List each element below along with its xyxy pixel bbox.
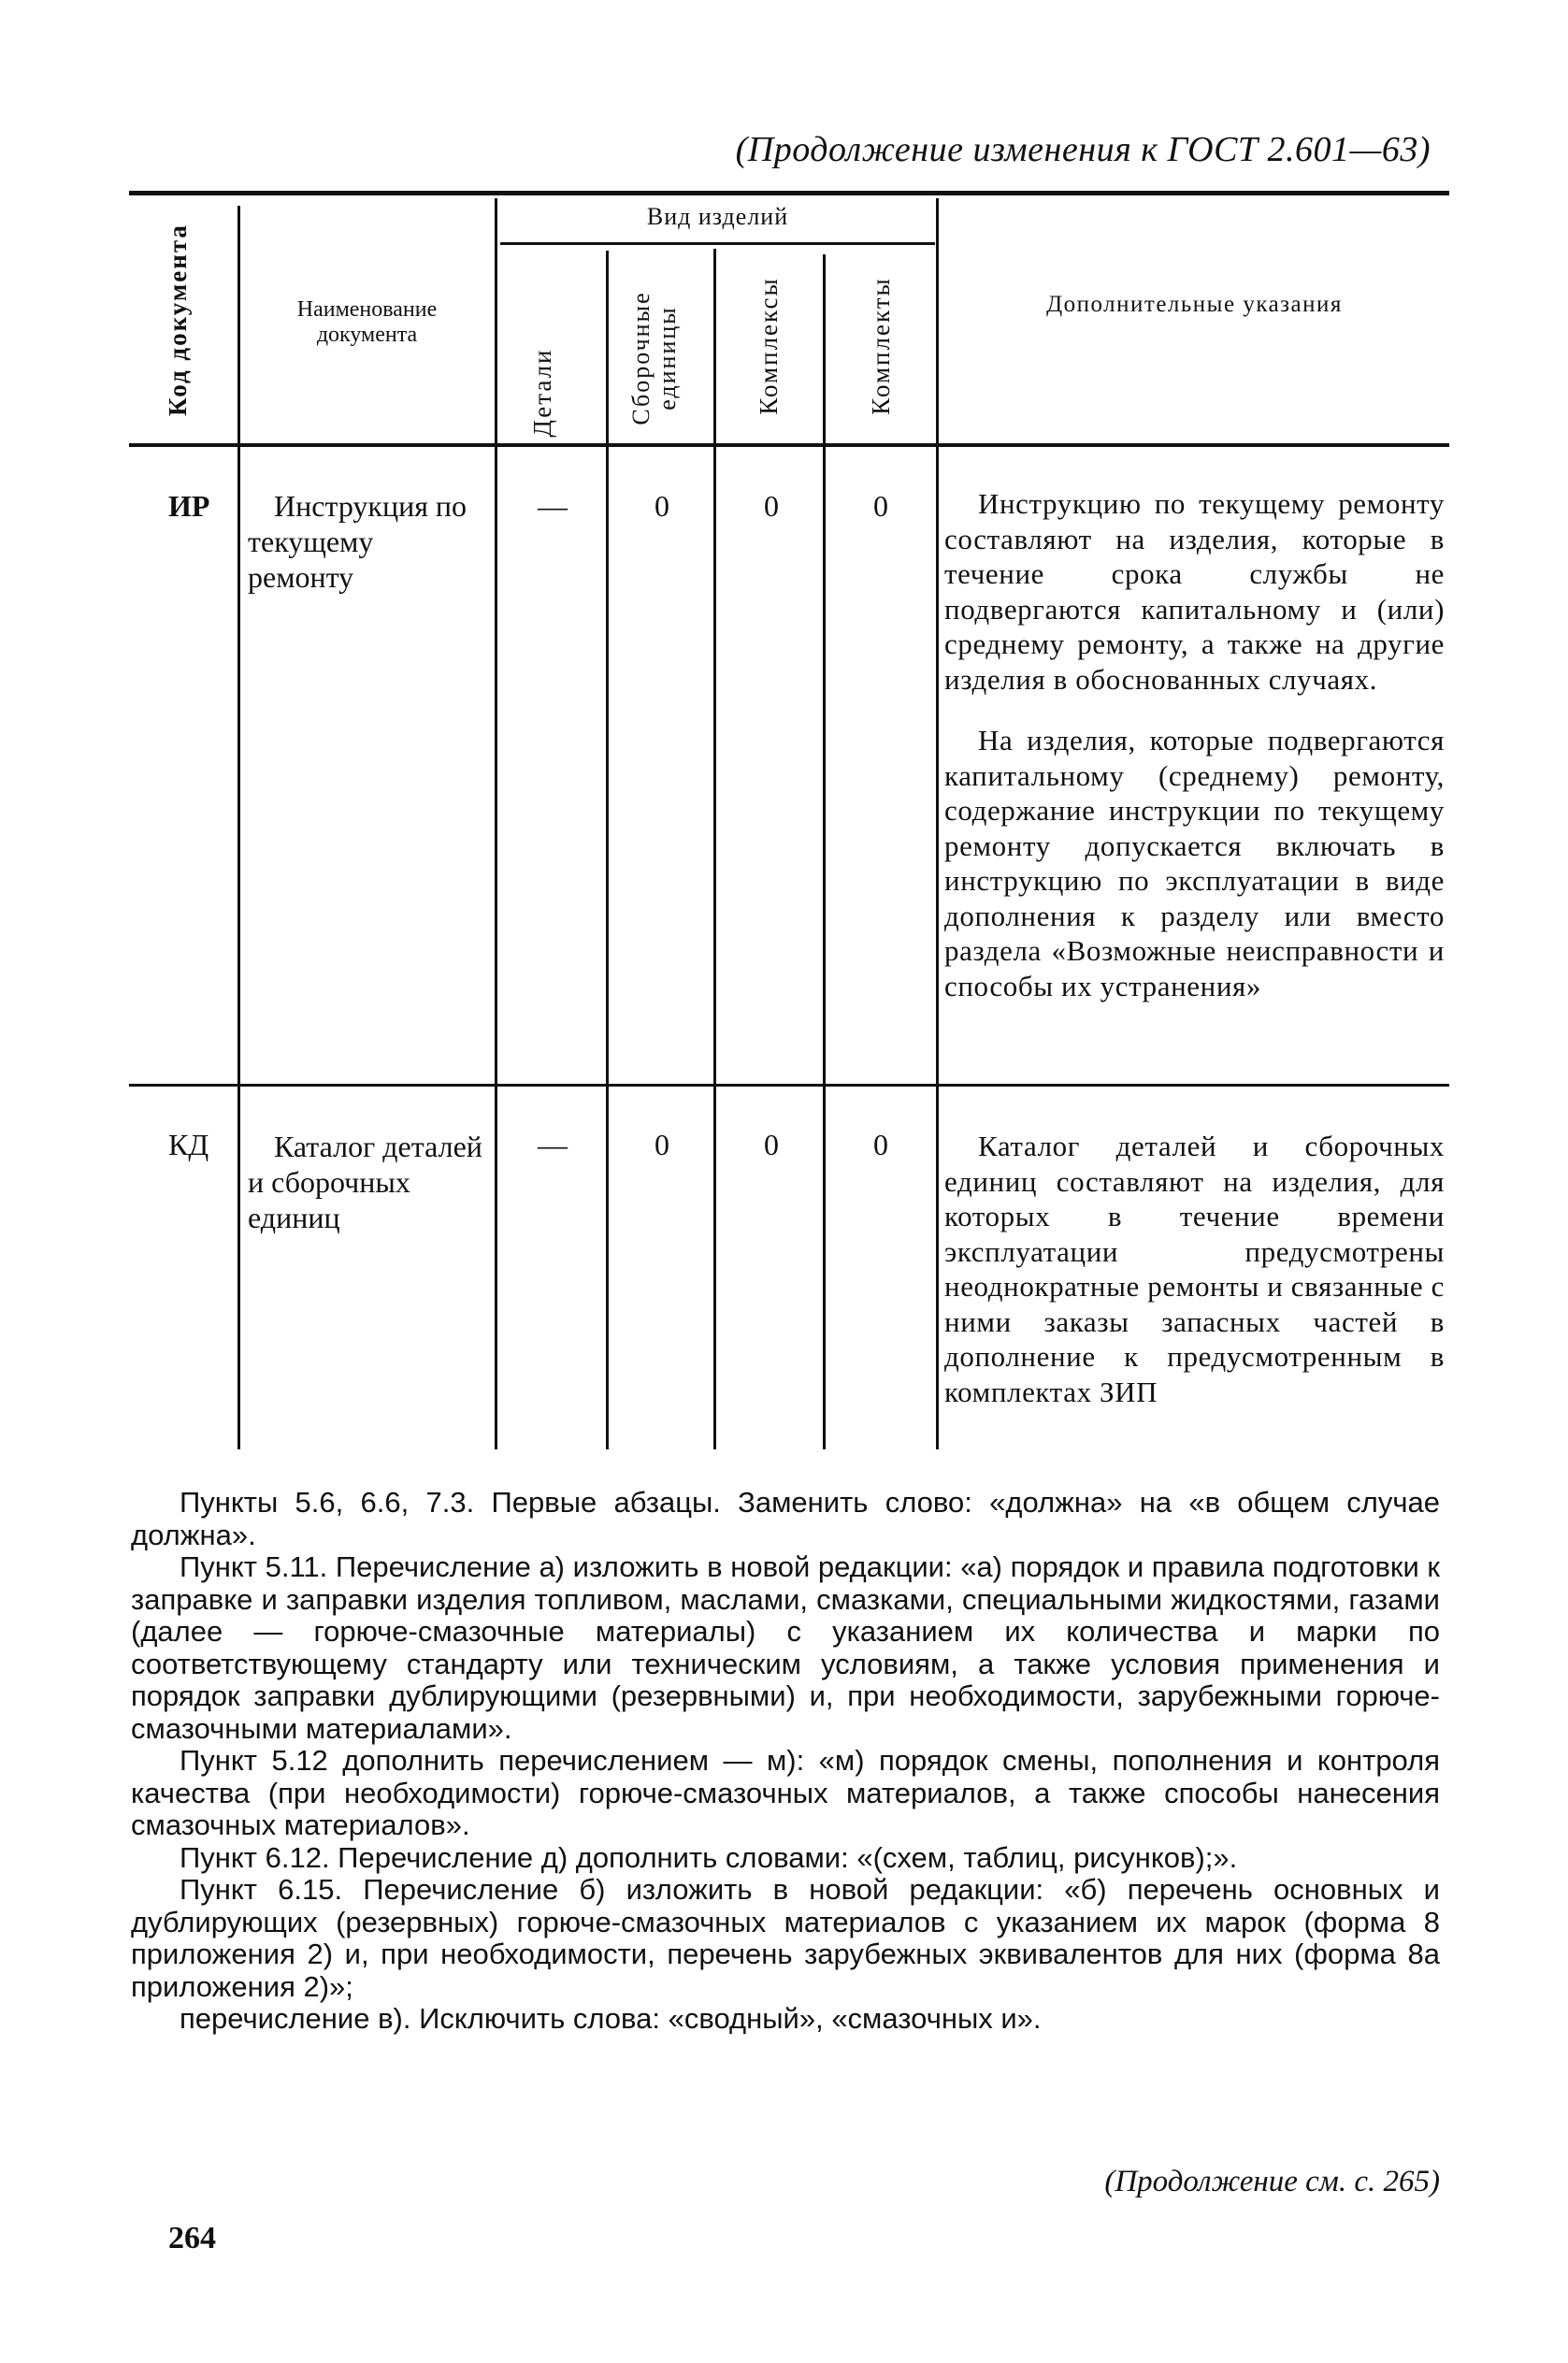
doc-name-text: Каталог деталей и сборочных единиц — [248, 1130, 482, 1234]
note-paragraph: Каталог деталей и сборочных единиц составляют на изделия, для которых в течение времени эксплуатации предусмотрены неоднократные ремонты и связанные с ними заказы запасных частей в дополнение к предусмотренным в комплектах ЗИП — [944, 1130, 1445, 1408]
doc-name — [248, 488, 482, 595]
header-product-types: Вид изделий — [646, 203, 789, 230]
amendment-paragraph: Пункт 6.15. Перечисление б) изложить в новой редакции: «б) перечень основных и дублирующих (резервных) горюче-смазочных материалов с указанием их марок (форма 8 приложения 2) и, при необходимости, перечень зарубежных эквивалентов для них (форма 8а приложения 2)»; — [131, 1873, 1440, 2003]
value-assembly-units: 0 — [655, 489, 669, 523]
header-assembly-units — [628, 255, 681, 461]
header-kits: Комплекты — [867, 277, 895, 415]
amendment-paragraph: Пункты 5.6, 6.6, 7.3. Первые абзацы. Заменить слово: «должна» на «в общем случае должна». — [131, 1486, 1440, 1551]
notes-cell — [944, 486, 1445, 1003]
amendment-paragraph: Пункт 6.12. Перечисление д) дополнить словами: «(схем, таблиц, рисунков);». — [180, 1840, 1238, 1874]
header-complexes: Комплексы — [755, 277, 783, 415]
header-assembly-units-label: Сборочные единицы — [627, 291, 681, 425]
value-complexes: 0 — [764, 489, 779, 523]
value-complexes: 0 — [764, 1128, 779, 1161]
notes-cell — [944, 1129, 1445, 1409]
value-details: — — [538, 1128, 568, 1161]
col-divider — [713, 249, 716, 1449]
amendment-text — [131, 1487, 1440, 2036]
col-divider — [237, 206, 240, 1449]
product-types-subrule — [500, 242, 935, 245]
amendment-paragraph: перечисление в). Исключить слова: «сводный», «смазочных и». — [180, 2002, 1042, 2035]
value-assembly-units: 0 — [655, 1128, 669, 1161]
col-divider — [606, 251, 609, 1449]
table-top-rule — [129, 191, 1449, 195]
doc-code: ИР — [168, 489, 210, 523]
value-kits: 0 — [873, 489, 888, 523]
header-details: Детали — [528, 348, 556, 438]
doc-name-text: Инструкция по текущему ремонту — [248, 489, 468, 594]
note-paragraph: Инструкцию по текущему ремонту составляют на изделия, которые в течение срока службы не подвергаются капитальному и (или) среднему ремонту, а также на другие изделия в обоснованных случаях. — [944, 487, 1445, 696]
note-paragraph: На изделия, которые подвергаются капитальному (среднему) ремонту, содержание инструкции по текущему ремонту допускается включать в инструкцию по эксплуатации в виде дополнения к разделу или вместо раздела «Возможные неисправности и способы их устранения» — [944, 724, 1445, 1002]
header-name: Наименование документа — [296, 297, 438, 347]
amendment-paragraph: Пункт 5.11. Перечисление а) изложить в новой редакции: «а) порядок и правила подготовки к заправке и заправки изделия топливом, маслами, смазками, специальными жидкостями, газами (далее — горюче-смазочные материалы) с указанием их количества и марки по соответствующему стандарту или техническим условиям, а также условия применения и порядок заправки дублирующими (резервными) и, при необходимости, зарубежными горюче-смазочными материалами». — [131, 1550, 1440, 1745]
col-divider — [495, 198, 497, 1449]
header-notes: Дополнительные указания — [1046, 292, 1343, 317]
doc-name — [248, 1129, 486, 1235]
page-number: 264 — [168, 2221, 216, 2255]
doc-code: КД — [168, 1128, 209, 1161]
value-details: — — [538, 489, 568, 523]
col-divider — [936, 198, 939, 1449]
table-header-bottom-rule — [129, 443, 1449, 447]
value-kits: 0 — [873, 1128, 888, 1161]
continuation-note: (Продолжение см. с. 265) — [1104, 2165, 1440, 2198]
col-divider — [823, 254, 826, 1449]
running-title: (Продолжение изменения к ГОСТ 2.601—63) — [735, 130, 1431, 169]
amendment-paragraph: Пункт 5.12 дополнить перечислением — м): «м) порядок смены, пополнения и контроля качества (при необходимости) горюче-смазочных материалов, а также способы нанесения смазочных материалов». — [131, 1744, 1440, 1841]
header-code: Код документа — [164, 223, 192, 416]
row-divider-rule — [129, 1084, 1449, 1087]
